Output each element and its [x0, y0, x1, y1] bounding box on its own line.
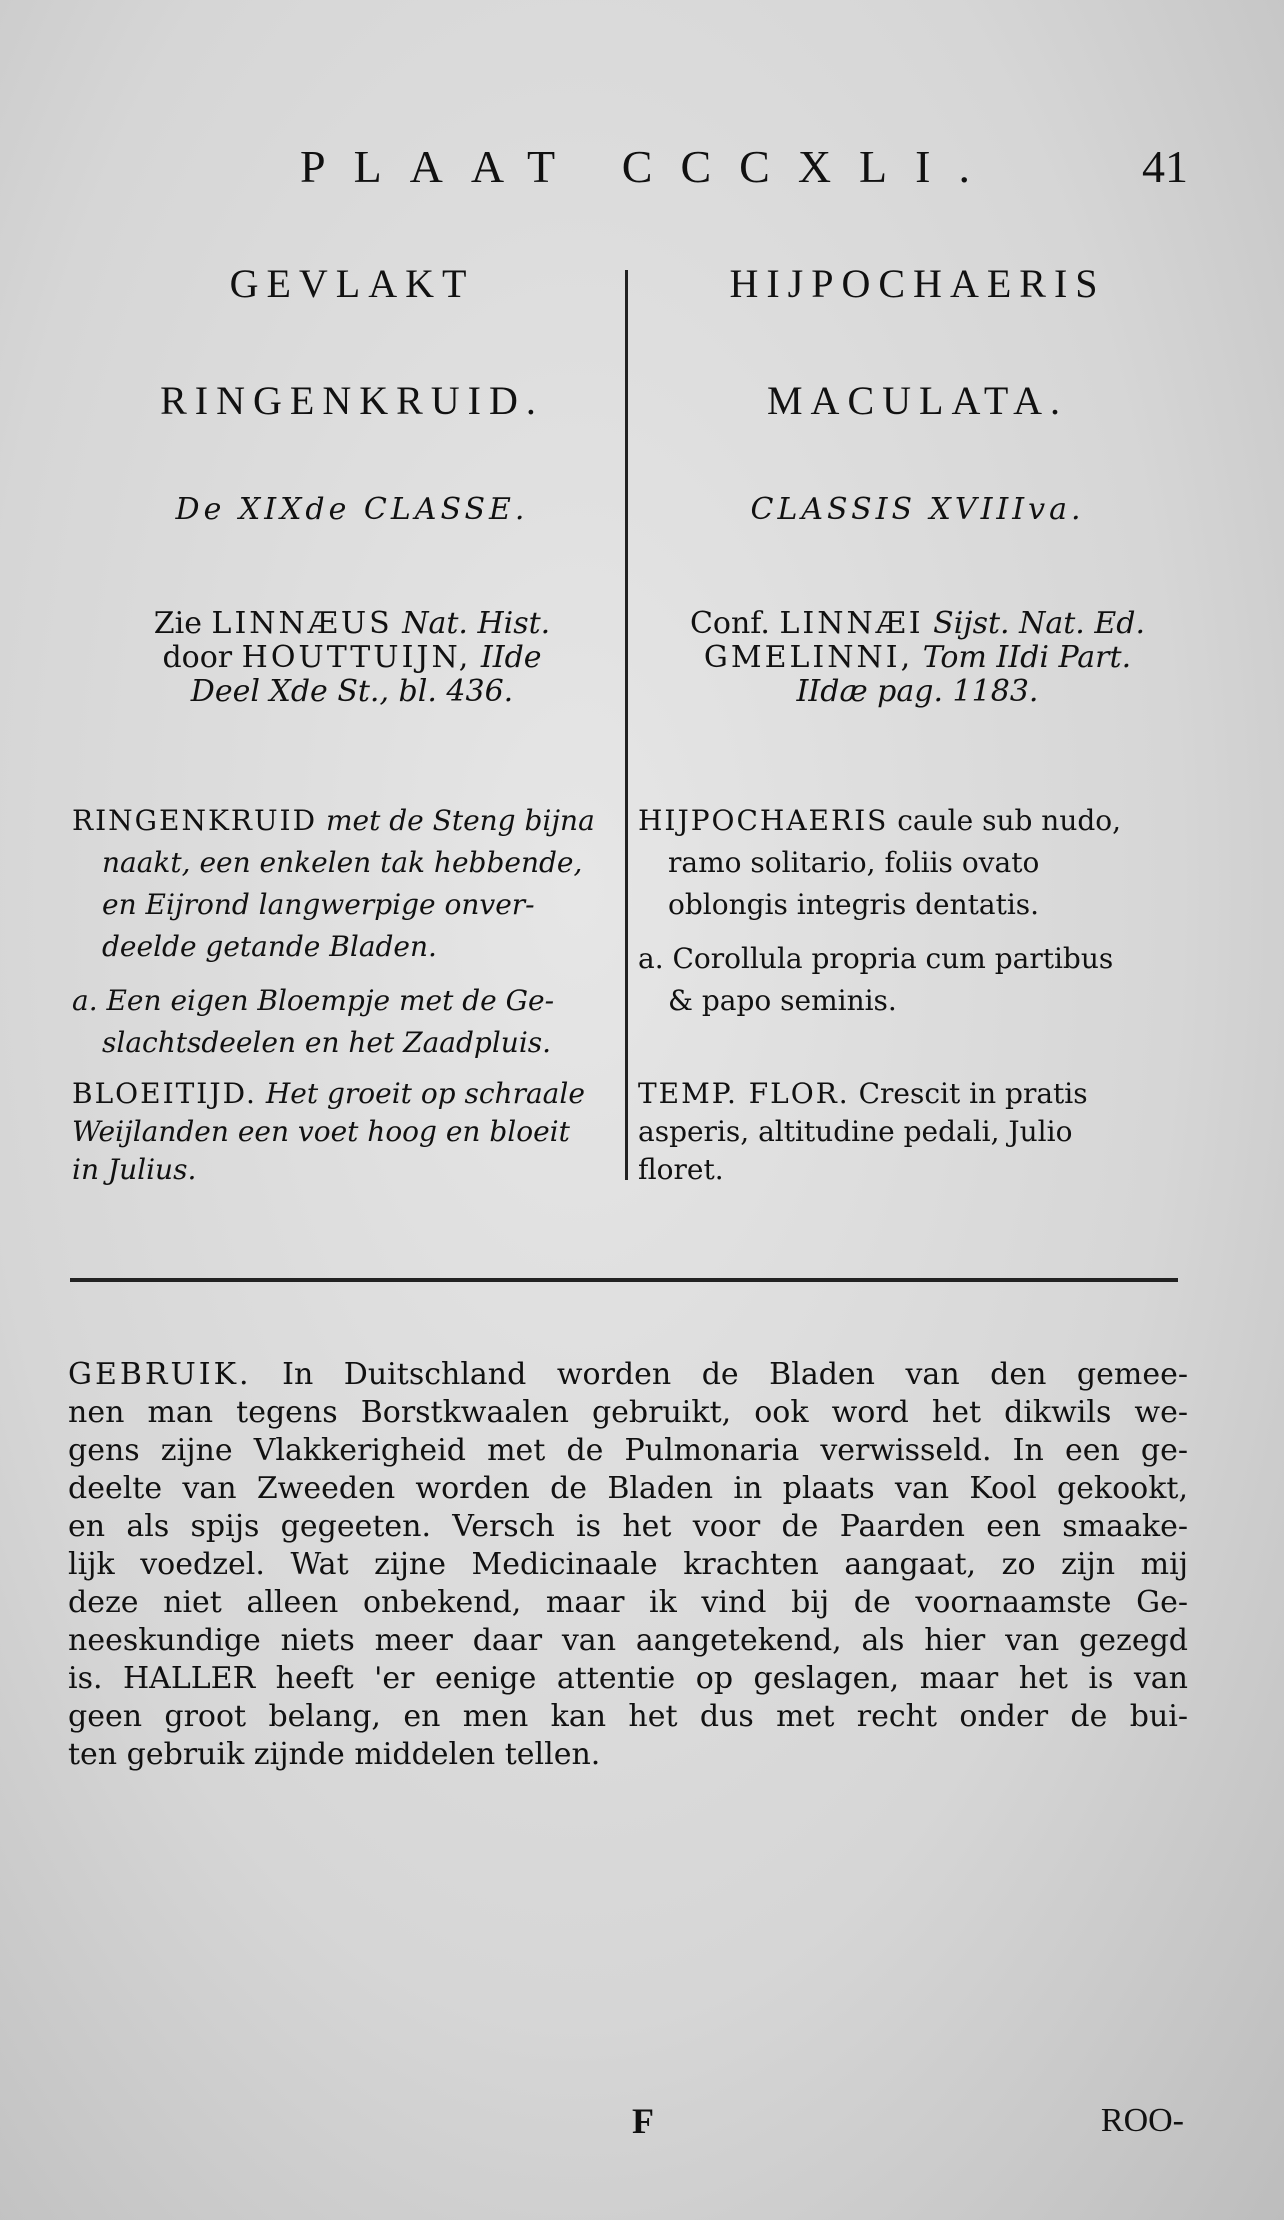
ref-author: HOUTTUIJN, [241, 640, 472, 675]
dutch-flowering [72, 1075, 617, 1189]
flor-lead: BLOEITIJD. [72, 1077, 257, 1110]
ref-page: Deel Xde St., bl. 436. [190, 674, 514, 709]
dutch-name-line1: GEVLAKT [229, 261, 475, 306]
ref-work: Sijst. Nat. Ed. [933, 606, 1146, 641]
page-number: 41 [1142, 141, 1188, 192]
usage-line: ten gebruik zijnde middelen tellen. [68, 1737, 601, 1772]
desc-text: met de Steng bijna [325, 804, 595, 837]
ref-prefix: door [162, 640, 233, 675]
right-column-heading [640, 260, 1195, 709]
ref-prefix: Zie [153, 606, 202, 641]
latin-reference [640, 607, 1195, 709]
usage-lead: GEBRUIK. [68, 1357, 252, 1392]
usage-paragraph [68, 1356, 1188, 1774]
latin-name-line2: MACULATA. [766, 378, 1069, 423]
flor-text: Crescit in pratis [858, 1077, 1088, 1110]
ref-work: Nat. Hist. [402, 606, 551, 641]
desc-text: en Eijrond langwerpige onver- [102, 888, 535, 921]
latin-flowering [638, 1075, 1198, 1189]
dutch-reference [92, 607, 612, 709]
desc-text: ramo solitario, foliis ovato [668, 846, 1040, 879]
usage-line: lijk voedzel. Wat zijne Medicinaale krachten aangaat, zo zijn mij [68, 1547, 1188, 1582]
desc-text: naakt, een enkelen tak hebbende, [102, 846, 583, 879]
usage-line: is. HALLER heeft 'er eenige attentie op geslagen, maar het is van [68, 1661, 1188, 1696]
ref-prefix: Conf. [689, 606, 770, 641]
flor-lead: TEMP. FLOR. [638, 1077, 850, 1110]
left-column-heading [92, 260, 612, 709]
desc-note-a: slachtsdeelen en het Zaadpluis. [102, 1026, 552, 1059]
usage-line: deze niet alleen onbekend, maar ik vind bij de voornaamste Ge- [68, 1585, 1188, 1620]
ref-page: IIdæ pag. 1183. [796, 674, 1039, 709]
signature-mark: F [632, 2101, 654, 2141]
flor-text: asperis, altitudine pedali, Julio [638, 1115, 1073, 1148]
usage-line: nen man tegens Borstkwaalen gebruikt, ook word het dikwils we- [68, 1395, 1188, 1430]
usage-line: geen groot belang, en men kan het dus met recht onder de bui- [68, 1699, 1188, 1734]
catchword: ROO- [1100, 2102, 1184, 2139]
latin-description [638, 800, 1198, 1022]
plate-title: PLAAT CCCXLI. [300, 141, 998, 192]
desc-text: oblongis integris dentatis. [668, 888, 1040, 921]
flor-text: Het groeit op schraale [265, 1077, 585, 1110]
page-header [0, 140, 1284, 200]
desc-lead: RINGENKRUID [72, 804, 318, 837]
section-rule [70, 1278, 1178, 1282]
usage-line: gens zijne Vlakkerigheid met de Pulmonaria verwisseld. In een ge- [68, 1433, 1188, 1468]
ref-volume: Tom IIdi Part. [922, 640, 1132, 675]
desc-note-a: & papo seminis. [668, 984, 897, 1017]
dutch-classis: De XIXde CLASSE. [175, 492, 529, 527]
ref-author: LINNÆUS [211, 606, 393, 641]
ref-author: LINNÆI [779, 606, 924, 641]
ref-volume: IIde [480, 640, 542, 675]
desc-text: caule sub nudo, [897, 804, 1122, 837]
desc-note-a: a. Een eigen Bloempje met de Ge- [72, 984, 555, 1017]
ref-author: GMELINNI, [703, 640, 914, 675]
dutch-description [72, 800, 617, 1064]
desc-lead: HIJPOCHAERIS [638, 804, 889, 837]
latin-name-line1: HIJPOCHAERIS [729, 261, 1106, 306]
flor-text: floret. [638, 1153, 724, 1186]
dutch-name-line2: RINGENKRUID. [160, 378, 544, 423]
usage-line: In Duitschland worden de Bladen van den gemee- [282, 1357, 1188, 1392]
flor-text: in Julius. [72, 1153, 197, 1186]
usage-line: neeskundige niets meer daar van aangetekend, als hier van gezegd [68, 1623, 1188, 1658]
desc-text: deelde getande Bladen. [102, 930, 437, 963]
desc-note-a: a. Corollula propria cum partibus [638, 942, 1114, 975]
flor-text: Weijlanden een voet hoog en bloeit [72, 1115, 570, 1148]
usage-line: deelte van Zweeden worden de Bladen in plaats van Kool gekookt, [68, 1471, 1188, 1506]
usage-line: en als spijs gegeeten. Versch is het voor de Paarden een smaake- [68, 1509, 1188, 1544]
latin-classis: CLASSIS XVIIIva. [750, 492, 1085, 527]
column-divider [625, 270, 628, 1180]
